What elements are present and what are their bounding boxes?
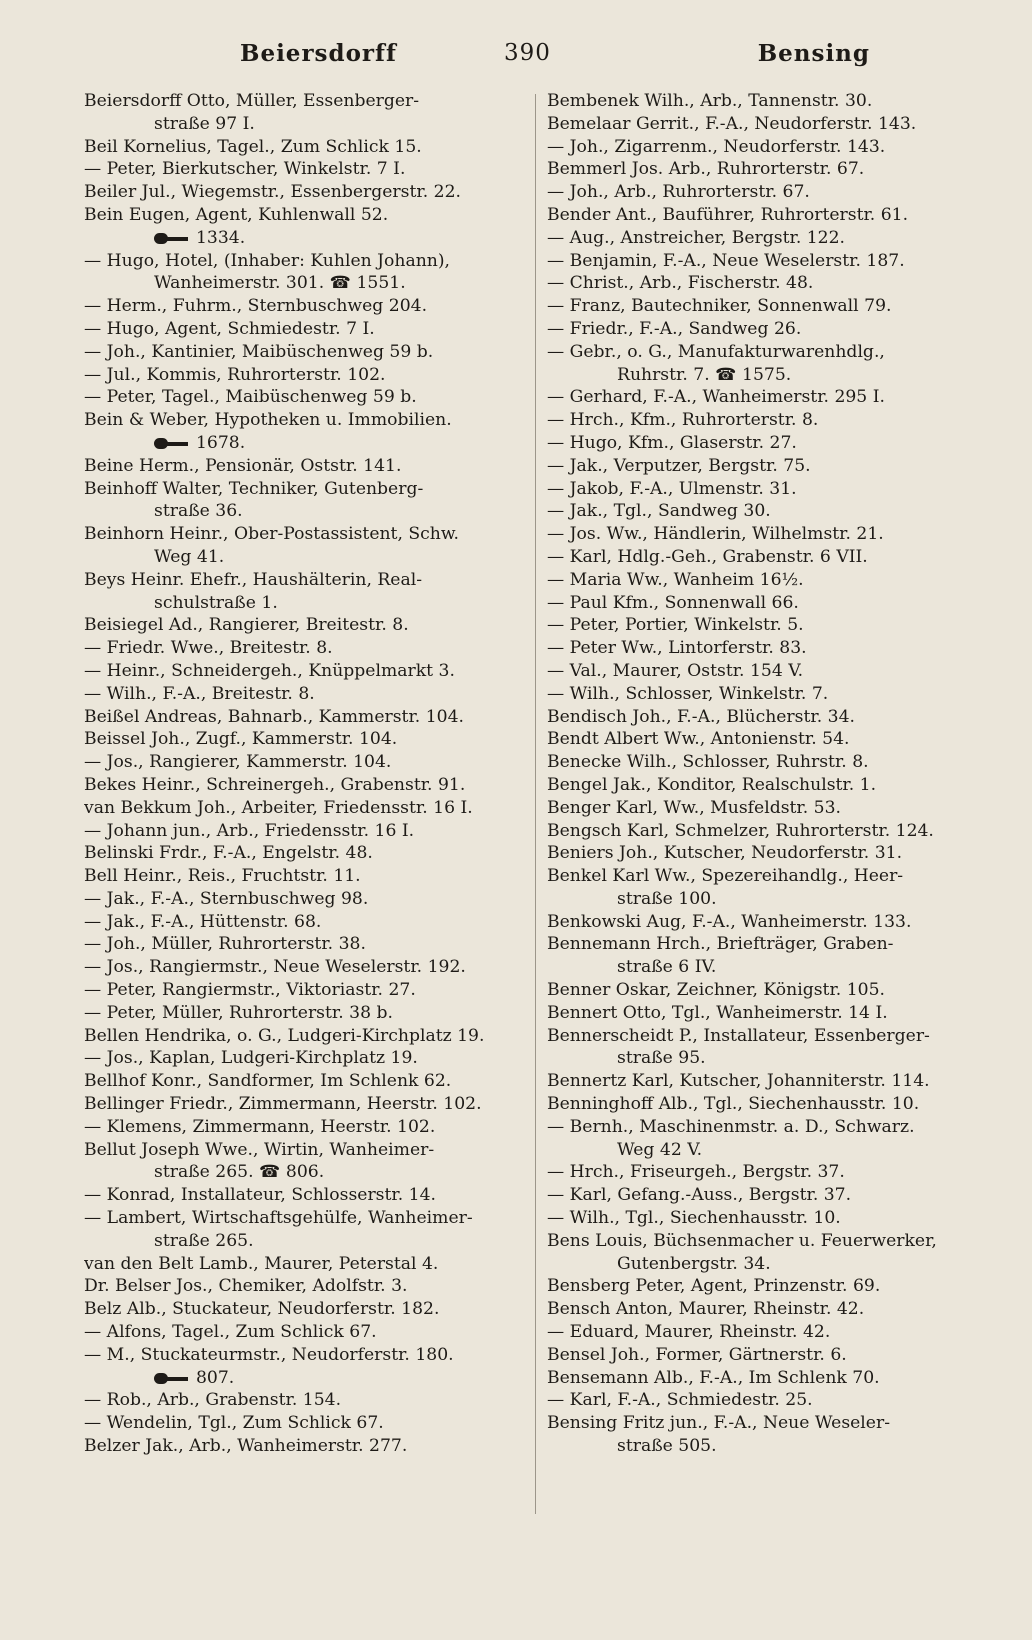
- entry-text: — Friedr. Wwe., Breitestr. 8.: [84, 638, 333, 659]
- directory-entry: [84, 888, 514, 911]
- phone-line: [84, 432, 514, 455]
- directory-entry: [547, 295, 977, 318]
- entry-text: Ruhrstr. 7. ☎ 1575.: [617, 364, 792, 385]
- entry-text: Bellhof Konr., Sandformer, Im Schlenk 62.: [84, 1071, 452, 1092]
- entry-text: Bekes Heinr., Schreinergeh., Grabenstr. 91.: [84, 774, 466, 795]
- directory-entry: [84, 1139, 514, 1162]
- header-last-entry: Bensing: [757, 40, 870, 67]
- directory-entry: [84, 1412, 514, 1435]
- entry-text: — Gebr., o. G., Manufakturwarenhdlg.,: [547, 341, 885, 362]
- entry-text: — Lambert, Wirtschaftsgehülfe, Wanheimer-: [84, 1208, 473, 1229]
- directory-entry: [547, 523, 977, 546]
- directory-entry: [547, 1275, 977, 1298]
- entry-text: Bemmerl Jos. Arb., Ruhrorterstr. 67.: [547, 159, 865, 180]
- directory-entry: [547, 478, 977, 501]
- entry-text: van Bekkum Joh., Arbeiter, Friedensstr. 16 I.: [84, 797, 473, 818]
- directory-entry: [84, 1207, 514, 1230]
- entry-text: — Friedr., F.-A., Sandweg 26.: [547, 318, 802, 339]
- entry-text: — Hrch., Kfm., Ruhrorterstr. 8.: [547, 410, 819, 431]
- entry-text: Bens Louis, Büchsenmacher u. Feuerwerker,: [547, 1230, 937, 1251]
- entry-text: — Jak., Tgl., Sandweg 30.: [547, 501, 771, 522]
- entry-text: Bender Ant., Bauführer, Ruhrorterstr. 61.: [547, 204, 909, 225]
- directory-entry: [84, 386, 514, 409]
- entry-text: Benkel Karl Ww., Spezereihandlg., Heer-: [547, 866, 904, 887]
- entry-text: — Gerhard, F.-A., Wanheimerstr. 295 I.: [547, 387, 885, 408]
- directory-entry: [84, 660, 514, 683]
- entry-text: — Konrad, Installateur, Schlosserstr. 14.: [84, 1185, 436, 1206]
- directory-entry: [84, 1321, 514, 1344]
- directory-entry: [547, 706, 977, 729]
- entry-text: Bensch Anton, Maurer, Rheinstr. 42.: [547, 1299, 865, 1320]
- entry-text: — Jos. Ww., Händlerin, Wilhelmstr. 21.: [547, 524, 884, 545]
- entry-text: — Peter, Portier, Winkelstr. 5.: [547, 615, 804, 636]
- directory-entry: [547, 1161, 977, 1184]
- entry-text: straße 505.: [617, 1436, 717, 1457]
- directory-entry: [84, 683, 514, 706]
- entry-text: — Jakob, F.-A., Ulmenstr. 31.: [547, 478, 797, 499]
- directory-entry: [547, 865, 977, 888]
- entry-text: — Hrch., Friseurgeh., Bergstr. 37.: [547, 1162, 845, 1183]
- entry-text: — Wendelin, Tgl., Zum Schlick 67.: [84, 1413, 384, 1434]
- directory-entry: [547, 1412, 977, 1435]
- directory-entry: [547, 1367, 977, 1390]
- directory-entry: [84, 478, 514, 501]
- entry-text: — Maria Ww., Wanheim 16½.: [547, 569, 804, 590]
- entry-text: straße 265.: [154, 1230, 254, 1251]
- entry-continuation: [84, 1161, 514, 1184]
- entry-text: Bemelaar Gerrit., F.-A., Neudorferstr. 143.: [547, 113, 917, 134]
- directory-entry: [84, 1070, 514, 1093]
- directory-entry: [84, 956, 514, 979]
- entry-text: — Alfons, Tagel., Zum Schlick 67.: [84, 1322, 377, 1343]
- entry-text: 807.: [196, 1367, 235, 1388]
- entry-text: — Christ., Arb., Fischerstr. 48.: [547, 273, 814, 294]
- directory-entry: [547, 500, 977, 523]
- directory-entry: [547, 409, 977, 432]
- directory-entry: [547, 227, 977, 250]
- directory-entry: [84, 1253, 514, 1276]
- directory-entry: [84, 979, 514, 1002]
- entry-continuation: [84, 500, 514, 523]
- entry-text: — Jos., Rangiermstr., Neue Weselerstr. 192.: [84, 957, 466, 978]
- entry-text: Bein Eugen, Agent, Kuhlenwall 52.: [84, 204, 389, 225]
- entry-text: Bell Heinr., Reis., Fruchtstr. 11.: [84, 866, 361, 887]
- directory-entry: [547, 272, 977, 295]
- directory-entry: [547, 1184, 977, 1207]
- directory-entry: [547, 774, 977, 797]
- directory-entry: [547, 1093, 977, 1116]
- entry-text: — Hugo, Kfm., Glaserstr. 27.: [547, 432, 797, 453]
- entry-text: Gutenbergstr. 34.: [617, 1253, 771, 1274]
- entry-text: Bellut Joseph Wwe., Wirtin, Wanheimer-: [84, 1139, 435, 1160]
- directory-entry: [84, 409, 514, 432]
- entry-text: — Johann jun., Arb., Friedensstr. 16 I.: [84, 820, 415, 841]
- entry-continuation: [547, 1139, 977, 1162]
- entry-text: Weg 41.: [154, 546, 225, 567]
- directory-entry: [547, 1070, 977, 1093]
- entry-text: — Karl, F.-A., Schmiedestr. 25.: [547, 1390, 813, 1411]
- entry-text: Weg 42 V.: [617, 1139, 703, 1160]
- entry-text: — Hugo, Hotel, (Inhaber: Kuhlen Johann),: [84, 250, 451, 271]
- entry-text: Benninghoff Alb., Tgl., Siechenhausstr. 10.: [547, 1094, 920, 1115]
- directory-entry: [84, 295, 514, 318]
- directory-entry: [84, 774, 514, 797]
- entry-continuation: [84, 592, 514, 615]
- telephone-icon: [154, 233, 188, 244]
- entry-text: Bein & Weber, Hypotheken u. Immobilien.: [84, 410, 452, 431]
- directory-entry: [547, 751, 977, 774]
- directory-entry: [547, 683, 977, 706]
- column-divider: [535, 94, 536, 1514]
- directory-entry: [547, 1002, 977, 1025]
- directory-entry: [84, 933, 514, 956]
- telephone-icon: [154, 438, 188, 449]
- directory-entry: [84, 158, 514, 181]
- entry-text: — Franz, Bautechniker, Sonnenwall 79.: [547, 296, 892, 317]
- directory-entry: [84, 136, 514, 159]
- entry-text: Benner Oskar, Zeichner, Königstr. 105.: [547, 980, 885, 1001]
- entry-text: Dr. Belser Jos., Chemiker, Adolfstr. 3.: [84, 1276, 408, 1297]
- entry-text: Belzer Jak., Arb., Wanheimerstr. 277.: [84, 1436, 408, 1457]
- page-number: 390: [504, 40, 551, 66]
- directory-entry: [547, 250, 977, 273]
- entry-continuation: [547, 956, 977, 979]
- entry-text: — Jak., F.-A., Sternbuschweg 98.: [84, 888, 369, 909]
- entry-text: — Peter Ww., Lintorferstr. 83.: [547, 638, 807, 659]
- directory-entry: [84, 341, 514, 364]
- directory-entry: [84, 911, 514, 934]
- entry-text: straße 6 IV.: [617, 957, 717, 978]
- directory-entry: [84, 181, 514, 204]
- entry-text: — Hugo, Agent, Schmiedestr. 7 I.: [84, 318, 375, 339]
- directory-entry: [84, 1047, 514, 1070]
- entry-continuation: [84, 546, 514, 569]
- directory-entry: [84, 1389, 514, 1412]
- directory-entry: [84, 455, 514, 478]
- directory-entry: [84, 637, 514, 660]
- directory-entry: [547, 1025, 977, 1048]
- entry-text: — Rob., Arb., Grabenstr. 154.: [84, 1390, 342, 1411]
- directory-entry: [84, 318, 514, 341]
- entry-continuation: [547, 364, 977, 387]
- directory-entry: [547, 455, 977, 478]
- directory-entry: [547, 1207, 977, 1230]
- entry-text: Beiersdorff Otto, Müller, Essenberger-: [84, 91, 420, 111]
- directory-entry: [547, 820, 977, 843]
- page-header: [80, 40, 950, 76]
- directory-entry: [547, 797, 977, 820]
- directory-entry: [547, 90, 977, 113]
- entry-text: Beil Kornelius, Tagel., Zum Schlick 15.: [84, 136, 422, 157]
- entry-continuation: [547, 1435, 977, 1458]
- entry-text: — Aug., Anstreicher, Bergstr. 122.: [547, 227, 846, 248]
- entry-text: — Jak., F.-A., Hüttenstr. 68.: [84, 911, 322, 932]
- entry-text: Beißel Andreas, Bahnarb., Kammerstr. 104.: [84, 706, 464, 727]
- entry-text: — Karl, Gefang.-Auss., Bergstr. 37.: [547, 1185, 852, 1206]
- directory-entry: [547, 1321, 977, 1344]
- directory-entry: [547, 158, 977, 181]
- directory-entry: [547, 637, 977, 660]
- entry-continuation: [547, 1047, 977, 1070]
- entry-text: Beniers Joh., Kutscher, Neudorferstr. 31.: [547, 843, 903, 864]
- entry-text: — Peter, Bierkutscher, Winkelstr. 7 I.: [84, 159, 406, 180]
- entry-text: — M., Stuckateurmstr., Neudorferstr. 180.: [84, 1344, 454, 1365]
- entry-text: schulstraße 1.: [154, 592, 278, 613]
- entry-text: — Peter, Rangiermstr., Viktoriastr. 27.: [84, 980, 416, 1001]
- directory-entry: [84, 204, 514, 227]
- entry-text: Beine Herm., Pensionär, Oststr. 141.: [84, 455, 402, 476]
- directory-entry: [547, 341, 977, 364]
- entry-text: — Joh., Arb., Ruhrorterstr. 67.: [547, 182, 810, 203]
- directory-entry: [84, 1435, 514, 1458]
- directory-entry: [84, 797, 514, 820]
- left-column: [84, 90, 514, 1458]
- entry-text: — Peter, Tagel., Maibüschenweg 59 b.: [84, 387, 417, 408]
- entry-text: — Eduard, Maurer, Rheinstr. 42.: [547, 1322, 831, 1343]
- entry-text: straße 265. ☎ 806.: [154, 1162, 325, 1183]
- directory-entry: [84, 1298, 514, 1321]
- entry-text: — Heinr., Schneidergeh., Knüppelmarkt 3.: [84, 660, 455, 681]
- entry-text: — Peter, Müller, Ruhrorterstr. 38 b.: [84, 1002, 393, 1023]
- entry-text: Bennerscheidt P., Installateur, Essenberger-: [547, 1025, 930, 1046]
- directory-entry: [84, 842, 514, 865]
- entry-text: straße 36.: [154, 501, 243, 522]
- entry-text: Benger Karl, Ww., Musfeldstr. 53.: [547, 797, 842, 818]
- entry-text: Bensel Joh., Former, Gärtnerstr. 6.: [547, 1344, 847, 1365]
- entry-text: — Wilh., F.-A., Breitestr. 8.: [84, 683, 315, 704]
- directory-entry: [84, 728, 514, 751]
- directory-entry: [84, 569, 514, 592]
- directory-entry: [84, 706, 514, 729]
- directory-entry: [547, 728, 977, 751]
- entry-text: — Benjamin, F.-A., Neue Weselerstr. 187.: [547, 250, 905, 271]
- entry-text: Beisiegel Ad., Rangierer, Breitestr. 8.: [84, 615, 409, 636]
- directory-entry: [84, 1025, 514, 1048]
- directory-entry: [84, 751, 514, 774]
- entry-text: Beissel Joh., Zugf., Kammerstr. 104.: [84, 729, 398, 750]
- entry-continuation: [547, 1253, 977, 1276]
- entry-text: Bendt Albert Ww., Antonienstr. 54.: [547, 729, 850, 750]
- entry-text: — Wilh., Schlosser, Winkelstr. 7.: [547, 683, 829, 704]
- directory-entry: [547, 933, 977, 956]
- phone-line: [84, 227, 514, 250]
- entry-text: — Jak., Verputzer, Bergstr. 75.: [547, 455, 811, 476]
- entry-text: Bensberg Peter, Agent, Prinzenstr. 69.: [547, 1276, 881, 1297]
- directory-entry: [84, 523, 514, 546]
- entry-text: — Jos., Rangierer, Kammerstr. 104.: [84, 752, 392, 773]
- directory-entry: [84, 250, 514, 273]
- directory-entry: [84, 1002, 514, 1025]
- directory-entry: [547, 432, 977, 455]
- entry-text: — Bernh., Maschinenmstr. a. D., Schwarz.: [547, 1116, 915, 1137]
- directory-entry: [547, 1389, 977, 1412]
- entry-text: — Joh., Kantinier, Maibüschenweg 59 b.: [84, 341, 434, 362]
- entry-text: Bembenek Wilh., Arb., Tannenstr. 30.: [547, 91, 873, 111]
- directory-entry: [547, 181, 977, 204]
- directory-entry: [84, 90, 514, 113]
- telephone-icon: [154, 1373, 188, 1384]
- directory-entry: [547, 1230, 977, 1253]
- entry-continuation: [547, 888, 977, 911]
- entry-text: Beys Heinr. Ehefr., Haushälterin, Real-: [84, 569, 423, 590]
- entry-text: — Karl, Hdlg.-Geh., Grabenstr. 6 VII.: [547, 546, 868, 567]
- directory-entry: [547, 979, 977, 1002]
- entry-text: Bengel Jak., Konditor, Realschulstr. 1.: [547, 774, 877, 795]
- entry-text: Benkowski Aug, F.-A., Wanheimerstr. 133.: [547, 911, 912, 932]
- directory-entry: [547, 911, 977, 934]
- entry-text: van den Belt Lamb., Maurer, Peterstal 4.: [84, 1253, 439, 1274]
- entry-text: — Val., Maurer, Oststr. 154 V.: [547, 660, 804, 681]
- directory-entry: [547, 592, 977, 615]
- directory-entry: [84, 1344, 514, 1367]
- directory-entry: [547, 842, 977, 865]
- entry-text: Bennert Otto, Tgl., Wanheimerstr. 14 I.: [547, 1002, 888, 1023]
- directory-entry: [84, 1184, 514, 1207]
- directory-entry: [84, 865, 514, 888]
- directory-entry: [547, 569, 977, 592]
- entry-text: Bengsch Karl, Schmelzer, Ruhrorterstr. 124.: [547, 820, 934, 841]
- phone-line: [84, 1367, 514, 1390]
- directory-entry: [84, 820, 514, 843]
- entry-text: Bendisch Joh., F.-A., Blücherstr. 34.: [547, 706, 855, 727]
- entry-text: — Klemens, Zimmermann, Heerstr. 102.: [84, 1116, 436, 1137]
- directory-entry: [547, 136, 977, 159]
- entry-continuation: [84, 113, 514, 136]
- entry-text: Belinski Frdr., F.-A., Engelstr. 48.: [84, 843, 373, 864]
- directory-entry: [547, 660, 977, 683]
- directory-entry: [547, 318, 977, 341]
- entry-text: — Paul Kfm., Sonnenwall 66.: [547, 592, 799, 613]
- entry-text: — Herm., Fuhrm., Sternbuschweg 204.: [84, 296, 428, 317]
- entry-text: Beinhoff Walter, Techniker, Gutenberg-: [84, 478, 424, 499]
- directory-entry: [547, 1116, 977, 1139]
- entry-text: Wanheimerstr. 301. ☎ 1551.: [154, 273, 406, 294]
- entry-text: — Joh., Zigarrenm., Neudorferstr. 143.: [547, 136, 886, 157]
- entry-text: Benecke Wilh., Schlosser, Ruhrstr. 8.: [547, 752, 869, 773]
- directory-entry: [547, 1298, 977, 1321]
- directory-entry: [84, 1275, 514, 1298]
- entry-text: — Jos., Kaplan, Ludgeri-Kirchplatz 19.: [84, 1048, 418, 1069]
- directory-entry: [84, 364, 514, 387]
- entry-text: straße 97 I.: [154, 113, 255, 134]
- entry-text: Bennemann Hrch., Briefträger, Graben-: [547, 934, 894, 955]
- directory-entry: [547, 614, 977, 637]
- header-first-entry: Beiersdorff: [240, 40, 397, 67]
- directory-entry: [547, 113, 977, 136]
- entry-text: Beinhorn Heinr., Ober-Postassistent, Schw.: [84, 524, 459, 545]
- directory-entry: [547, 204, 977, 227]
- directory-entry: [84, 1093, 514, 1116]
- directory-entry: [547, 386, 977, 409]
- entry-text: Beiler Jul., Wiegemstr., Essenbergerstr. 22.: [84, 182, 461, 203]
- entry-text: — Wilh., Tgl., Siechenhausstr. 10.: [547, 1208, 841, 1229]
- entry-text: 1678.: [196, 432, 246, 453]
- directory-entry: [84, 614, 514, 637]
- entry-continuation: [84, 272, 514, 295]
- entry-text: straße 95.: [617, 1048, 706, 1069]
- entry-text: 1334.: [196, 227, 246, 248]
- directory-entry: [547, 546, 977, 569]
- entry-text: Belz Alb., Stuckateur, Neudorferstr. 182.: [84, 1299, 440, 1320]
- entry-text: — Joh., Müller, Ruhrorterstr. 38.: [84, 934, 366, 955]
- entry-text: Bensemann Alb., F.-A., Im Schlenk 70.: [547, 1367, 880, 1388]
- directory-entry: [547, 1344, 977, 1367]
- directory-entry: [84, 1116, 514, 1139]
- entry-text: Bensing Fritz jun., F.-A., Neue Weseler-: [547, 1413, 891, 1434]
- entry-continuation: [84, 1230, 514, 1253]
- entry-text: Bellinger Friedr., Zimmermann, Heerstr. 102.: [84, 1094, 482, 1115]
- entry-text: Bennertz Karl, Kutscher, Johanniterstr. 114.: [547, 1071, 930, 1092]
- entry-text: Bellen Hendrika, o. G., Ludgeri-Kirchplatz 19.: [84, 1025, 485, 1046]
- entry-text: — Jul., Kommis, Ruhrorterstr. 102.: [84, 364, 386, 385]
- entry-text: straße 100.: [617, 888, 717, 909]
- right-column: [547, 90, 977, 1458]
